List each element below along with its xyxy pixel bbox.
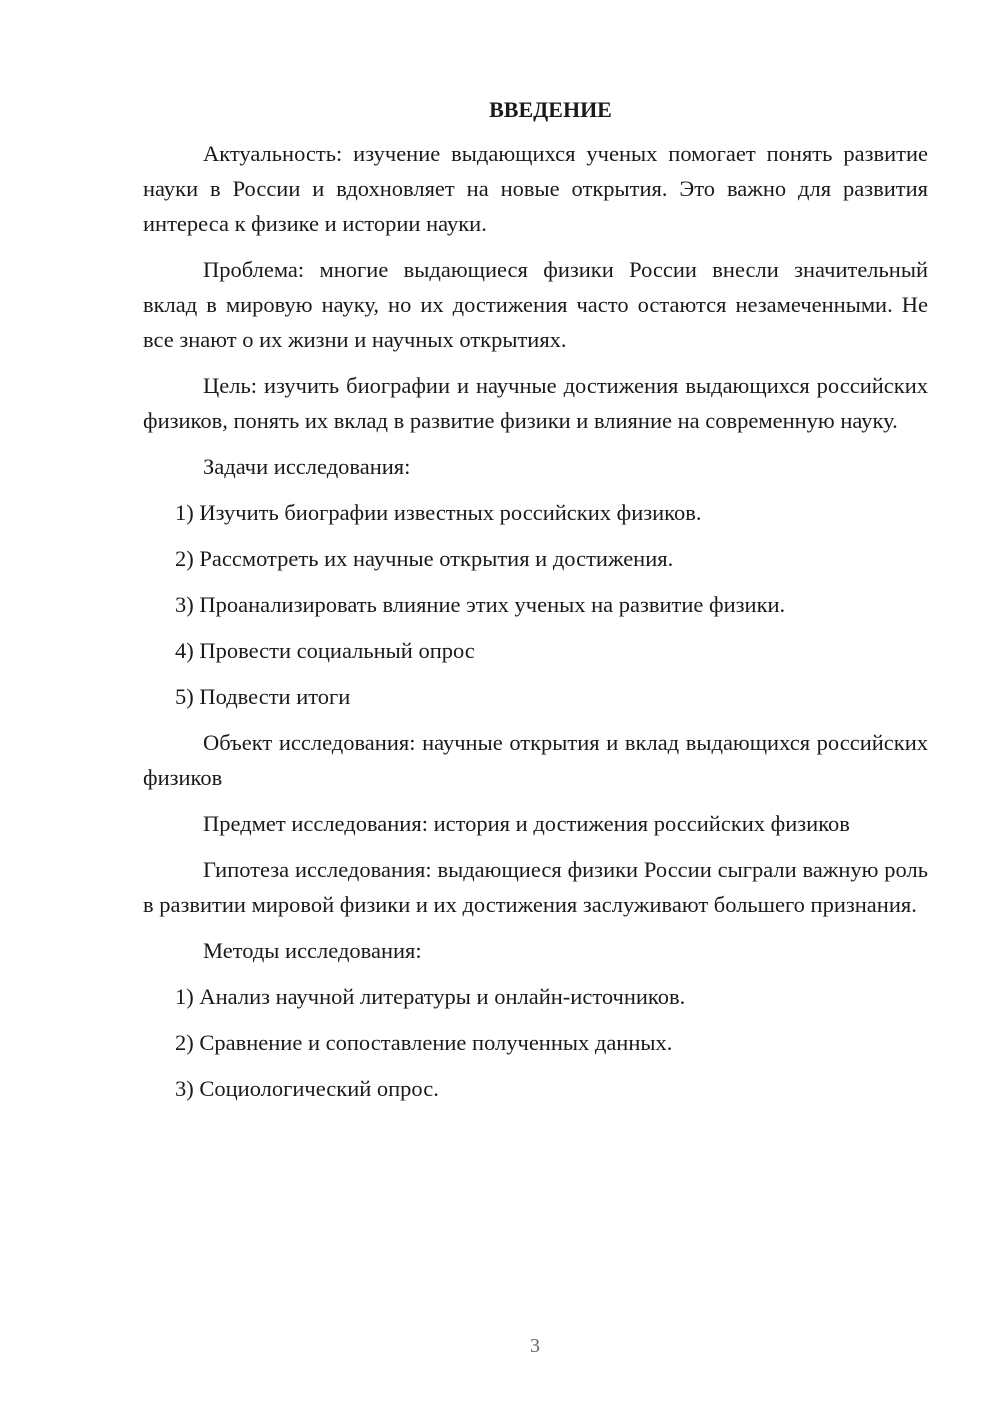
task-item: 2) Рассмотреть их научные открытия и достижения. [175, 546, 674, 571]
method-item: 3) Социологический опрос. [175, 1076, 439, 1101]
methods-heading: Методы исследования: [203, 938, 422, 963]
section-title: ВВЕДЕНИЕ [489, 97, 612, 122]
goal-paragraph: Цель: изучить биографии и научные достижения выдающихся российских физиков, понять их вклад в развитие физики и влияние на современную науку. [143, 373, 928, 433]
task-item: 1) Изучить биографии известных российских физиков. [175, 500, 702, 525]
method-item: 2) Сравнение и сопоставление полученных данных. [175, 1030, 673, 1055]
subject-paragraph: Предмет исследования: история и достижения российских физиков [203, 811, 850, 836]
hypothesis-paragraph: Гипотеза исследования: выдающиеся физики России сыграли важную роль в развитии мировой физики и их достижения заслуживают большего признания. [143, 857, 928, 917]
relevance-paragraph: Актуальность: изучение выдающихся ученых помогает понять развитие науки в России и вдохновляет на новые открытия. Это важно для развития интереса к физике и истории науки. [143, 141, 928, 236]
problem-paragraph: Проблема: многие выдающиеся физики России внесли значительный вклад в мировую науку, но их достижения часто остаются незамеченными. Не все знают о их жизни и научных открытиях. [143, 257, 928, 352]
object-paragraph: Объект исследования: научные открытия и вклад выдающихся российских физиков [143, 730, 928, 790]
method-item: 1) Анализ научной литературы и онлайн-источников. [175, 984, 686, 1009]
task-item: 3) Проанализировать влияние этих ученых на развитие физики. [175, 592, 786, 617]
task-item: 5) Подвести итоги [175, 684, 351, 709]
task-item: 4) Провести социальный опрос [175, 638, 475, 663]
page-content [143, 96, 928, 1117]
tasks-heading: Задачи исследования: [203, 454, 411, 479]
page-number: 3 [530, 1335, 540, 1357]
